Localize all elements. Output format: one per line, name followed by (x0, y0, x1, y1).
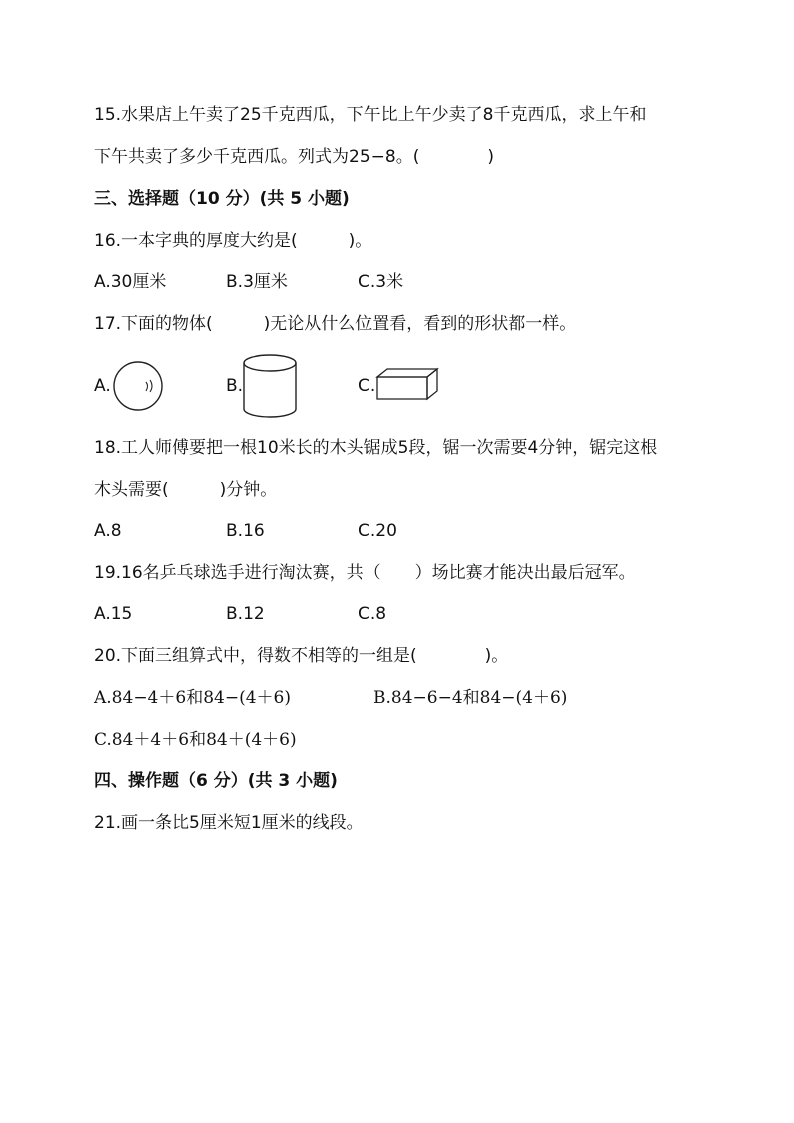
q16-option-a: A.30厘米 (94, 272, 167, 292)
q18-option-c: C.20 (358, 521, 397, 541)
q19-option-c: C.8 (358, 604, 387, 624)
q16-stem: 16.一本字典的厚度大约是( )。 (94, 231, 373, 251)
q20-option-b: B.84−6−4和84−(4＋6) (373, 688, 568, 708)
cuboid-icon (375, 367, 439, 401)
q15-line-1: 15.水果店上午卖了25千克西瓜，下午比上午少卖了8千克西瓜，求上午和 (94, 105, 647, 125)
q16-option-b: B.3厘米 (226, 272, 288, 292)
q21-stem: 21.画一条比5厘米短1厘米的线段。 (94, 813, 364, 833)
section-3-heading: 三、选择题（10 分）(共 5 小题) (94, 189, 350, 209)
cylinder-icon (242, 353, 298, 419)
q18-line-2: 木头需要( )分钟。 (94, 480, 278, 500)
q20-option-a: A.84−4＋6和84−(4＋6) (94, 688, 291, 708)
q18-line-1: 18.工人师傅要把一根10米长的木头锯成5段，锯一次需要4分钟，锯完这根 (94, 438, 658, 458)
q17-option-c: C. (358, 376, 376, 396)
q19-option-b: B.12 (226, 604, 265, 624)
q16-option-c: C.3米 (358, 272, 404, 292)
q19-option-a: A.15 (94, 604, 133, 624)
q19-stem: 19.16名乒乓球选手进行淘汰赛，共（ ）场比赛才能决出最后冠军。 (94, 563, 636, 583)
q18-option-b: B.16 (226, 521, 265, 541)
q17-option-a: A. (94, 376, 111, 396)
q20-stem: 20.下面三组算式中，得数不相等的一组是( )。 (94, 646, 509, 666)
q17-stem: 17.下面的物体( )无论从什么位置看，看到的形状都一样。 (94, 314, 577, 334)
q17-option-b: B. (226, 376, 244, 396)
q18-option-a: A.8 (94, 521, 122, 541)
q15-line-2: 下午共卖了多少千克西瓜。列式为25−8。( ) (94, 147, 494, 167)
section-4-heading: 四、操作题（6 分）(共 3 小题) (94, 771, 338, 791)
q20-option-c: C.84＋4＋6和84＋(4＋6) (94, 730, 297, 750)
sphere-icon (112, 360, 164, 412)
